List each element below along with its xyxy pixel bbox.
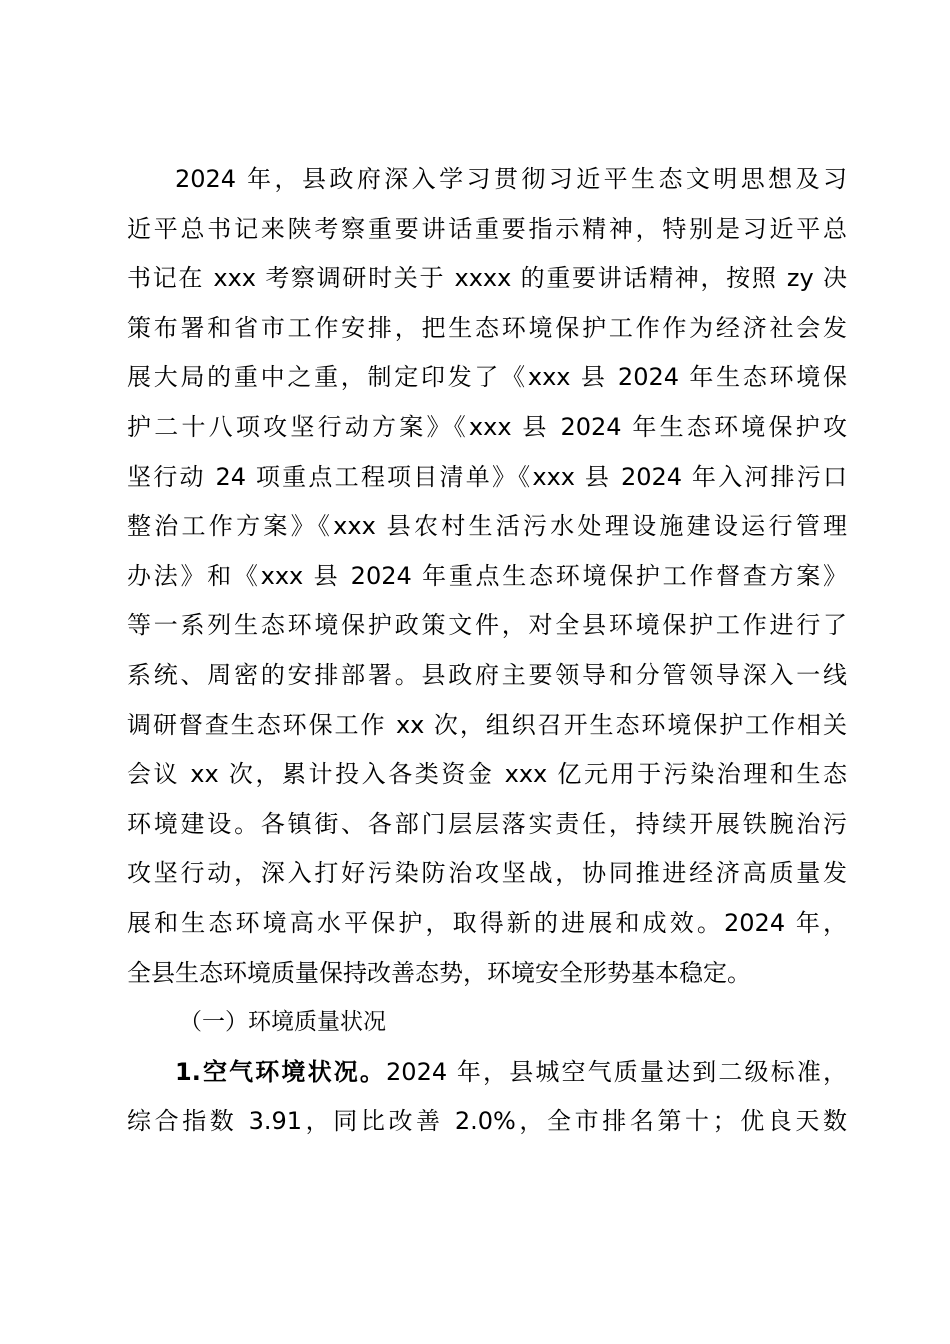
paragraph-line: 办法》和《xxx 县 2024 年重点生态环境保护工作督查方案》 xyxy=(127,561,847,590)
paragraph-line: 全县生态环境质量保持改善态势，环境安全形势基本稳定。 xyxy=(127,958,751,987)
section-heading: （一）环境质量状况 xyxy=(179,1009,386,1036)
air-paragraph-line: 综合指数 3.91，同比改善 2.0%，全市排名第十；优良天数 xyxy=(127,1107,847,1136)
paragraph-line: 攻坚行动，深入打好污染防治攻坚战，协同推进经济高质量发 xyxy=(127,859,847,888)
paragraph-line: 护二十八项攻坚行动方案》《xxx 县 2024 年生态环境保护攻 xyxy=(127,412,847,441)
paragraph-line: 展和生态环境高水平保护，取得新的进展和成效。2024 年， xyxy=(127,908,847,937)
paragraph-line: 书记在 xxx 考察调研时关于 xxxx 的重要讲话精神，按照 zy 决 xyxy=(127,264,847,293)
paragraph-line: 等一系列生态环境保护政策文件，对全县环境保护工作进行了 xyxy=(127,611,847,640)
paragraph-line: 整治工作方案》《xxx 县农村生活污水处理设施建设运行管理 xyxy=(127,512,847,541)
air-paragraph-text: 2024 年，县城空气质量达到二级标准， xyxy=(386,1057,847,1086)
paragraph-line: 2024 年，县政府深入学习贯彻习近平生态文明思想及习 xyxy=(175,165,847,193)
paragraph-line: 展大局的重中之重，制定印发了《xxx 县 2024 年生态环境保 xyxy=(127,363,847,392)
document-body xyxy=(127,155,847,1147)
paragraph-line: 坚行动 24 项重点工程项目清单》《xxx 县 2024 年入河排污口 xyxy=(127,462,847,491)
paragraph-line: 调研督查生态环保工作 xx 次，组织召开生态环境保护工作相关 xyxy=(127,710,847,739)
air-section-title: 1.空气环境状况。 xyxy=(175,1057,387,1086)
air-paragraph-line xyxy=(127,1048,847,1098)
paragraph-line: 会议 xx 次，累计投入各类资金 xxx 亿元用于污染治理和生态 xyxy=(127,760,847,789)
paragraph-line: 环境建设。各镇街、各部门层层落实责任，持续开展铁腕治污 xyxy=(127,809,847,838)
paragraph-line: 策布署和省市工作安排，把生态环境保护工作作为经济社会发 xyxy=(127,313,847,342)
paragraph-line: 系统、周密的安排部署。县政府主要领导和分管领导深入一线 xyxy=(127,660,847,689)
paragraph-line: 近平总书记来陕考察重要讲话重要指示精神，特别是习近平总 xyxy=(127,214,847,243)
